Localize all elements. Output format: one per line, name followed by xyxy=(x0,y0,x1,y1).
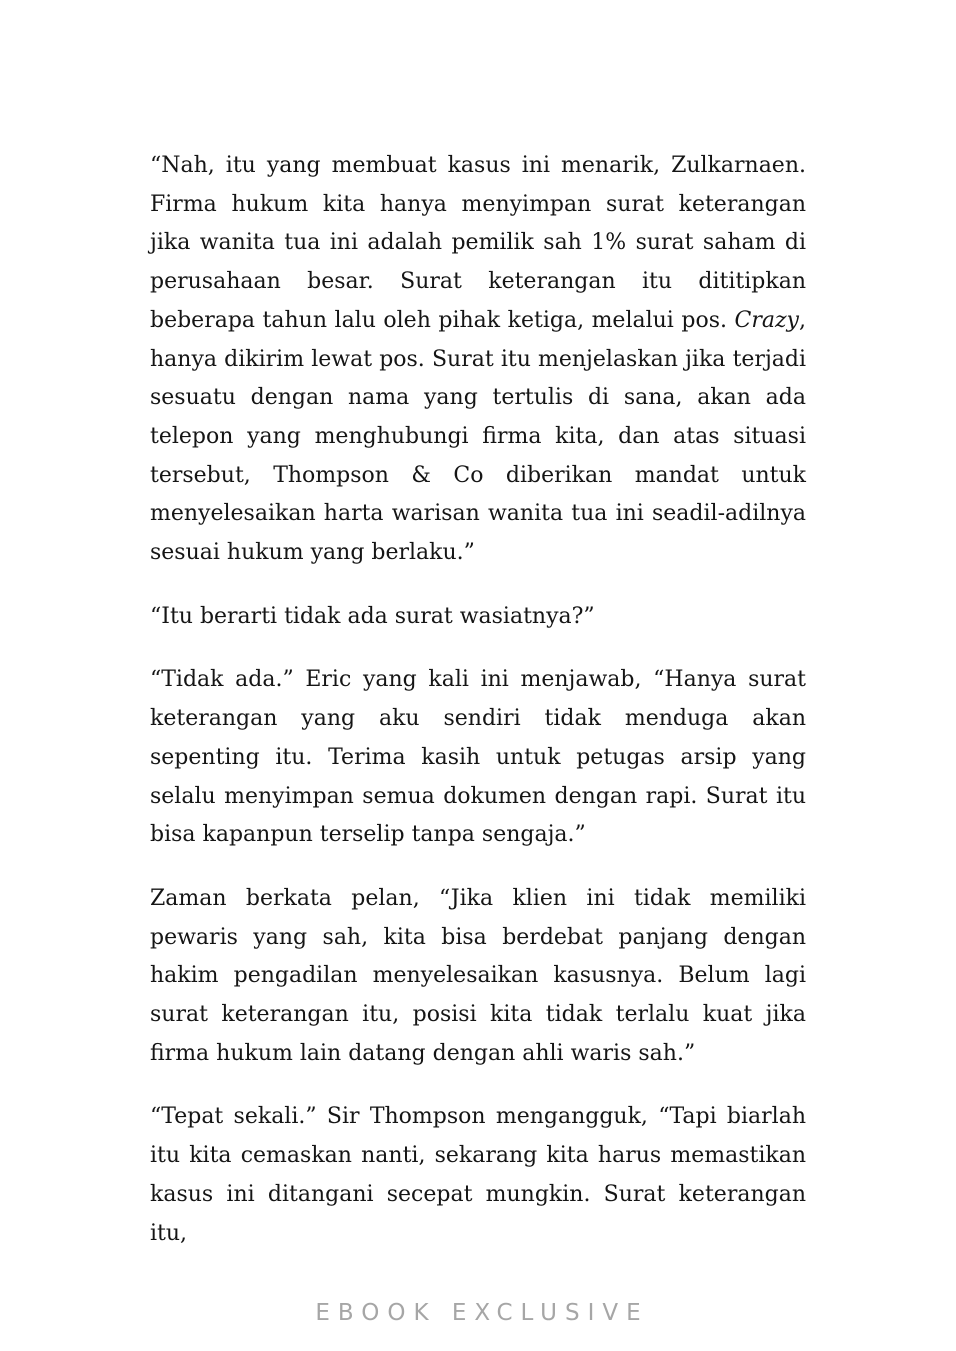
paragraph-1-text-after: , hanya dikirim lewat pos. Surat itu menjelaskan jika terjadi sesuatu dengan nama yang tertulis di sana, akan ada telepon yang menghubungi firma kita, dan atas situasi tersebut, Thompson & Co diberikan mandat untuk menyelesaikan harta warisan wanita tua ini seadil-adilnya sesuai hukum yang berlaku.” xyxy=(150,307,806,566)
italic-word: Crazy xyxy=(734,307,799,333)
paragraph-1-text-before: “Nah, itu yang membuat kasus ini menarik, Zulkarnaen. Firma hukum kita hanya menyimpan surat keterangan jika wanita tua ini adalah pemilik sah 1% surat saham di perusahaan besar. Surat keterangan itu dititipkan beberapa tahun lalu oleh pihak ketiga, melalui pos. xyxy=(150,153,806,333)
paragraph-4: Zaman berkata pelan, “Jika klien ini tidak memiliki pewaris yang sah, kita bisa berdebat panjang dengan hakim pengadilan menyelesaikan kasusnya. Belum lagi surat keterangan itu, posisi kita tidak terlalu kuat jika firma hukum lain datang dengan ahli waris sah.” xyxy=(150,885,806,1066)
footer-label: EBOOK EXCLUSIVE xyxy=(315,1300,649,1326)
paragraph-2: “Itu berarti tidak ada surat wasiatnya?” xyxy=(150,603,595,629)
body-text xyxy=(150,147,806,1253)
paragraph-3: “Tidak ada.” Eric yang kali ini menjawab, “Hanya surat keterangan yang aku sendiri tidak menduga akan sepenting itu. Terima kasih untuk petugas arsip yang selalu menyimpan semua dokumen dengan rapi. Surat itu bisa kapanpun terselip tanpa sengaja.” xyxy=(150,667,806,848)
paragraph-1 xyxy=(150,147,806,573)
paragraph-5: “Tepat sekali.” Sir Thompson mengangguk, “Tapi biarlah itu kita cemaskan nanti, sekarang kita harus memastikan kasus ini ditangani secepat mungkin. Surat keterangan itu, xyxy=(150,1104,806,1246)
